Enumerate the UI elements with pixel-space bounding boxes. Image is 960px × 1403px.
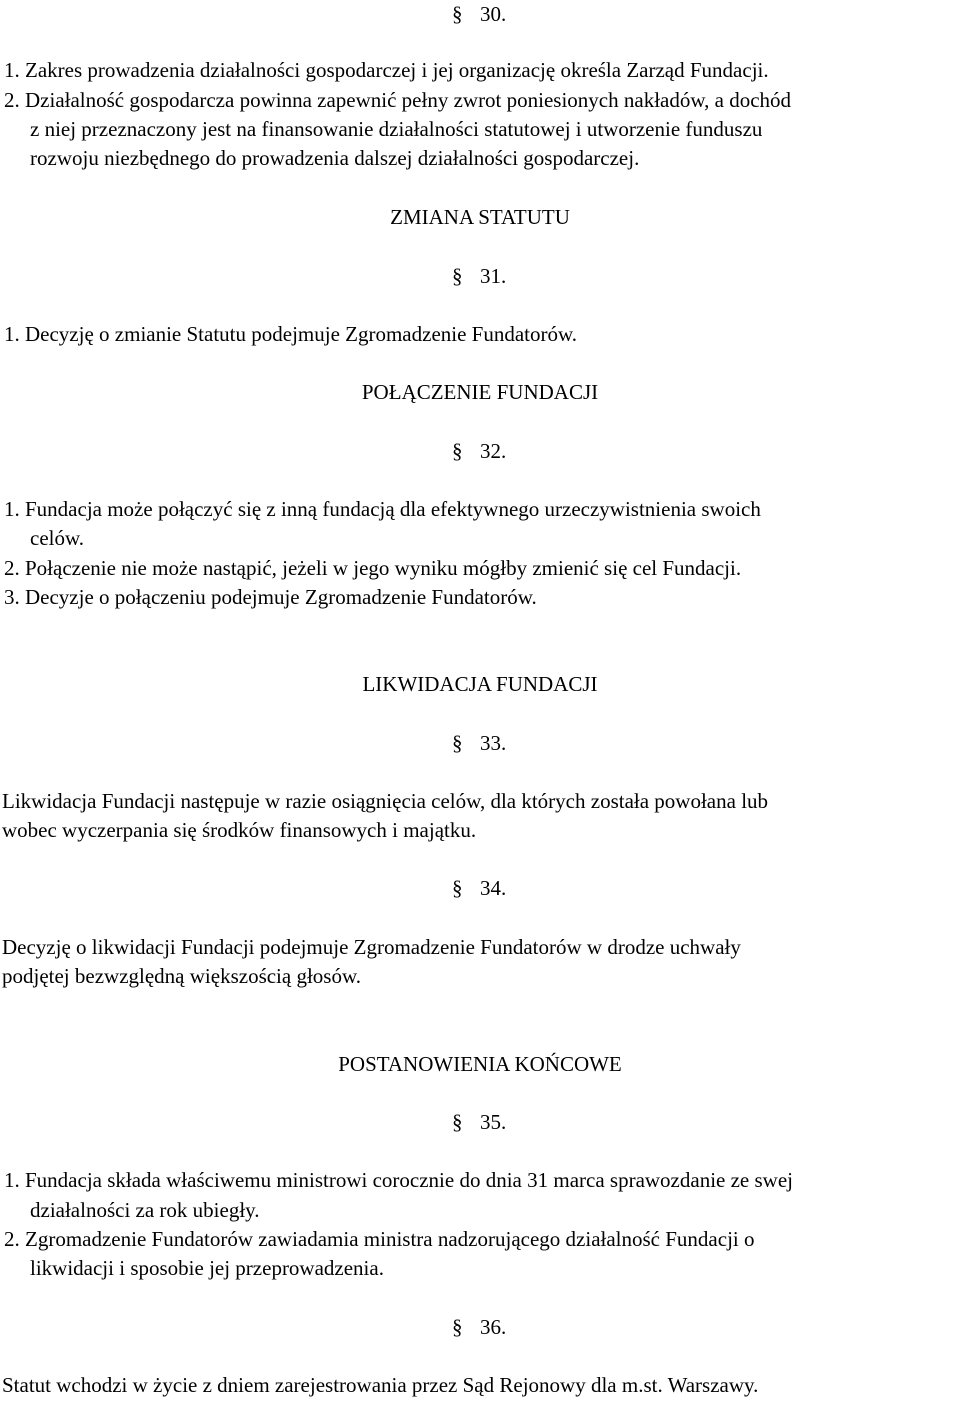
chapter-heading-polaczenie-fundacji: POŁĄCZENIE FUNDACJI (361, 380, 599, 404)
section-34-line-1: Decyzję o likwidacji Fundacji podejmuje Zgromadzenie Fundatorów w drodze uchwały (2, 935, 741, 959)
chapter-heading-postanowienia-koncowe: POSTANOWIENIA KOŃCOWE (338, 1052, 622, 1076)
section-35-item-2: 2. Zgromadzenie Fundatorów zawiadamia ministra nadzorującego działalność Fundacji o (4, 1227, 755, 1251)
section-36-line-1: Statut wchodzi w życie z dniem zarejestrowania przez Sąd Rejonowy dla m.st. Warszawy. (2, 1373, 759, 1397)
section-sign: § (452, 731, 463, 755)
section-35-item-2-cont: likwidacji i sposobie jej przeprowadzenia. (30, 1256, 384, 1280)
section-32-item-2: 2. Połączenie nie może nastąpić, jeżeli w jego wyniku mógłby zmienić się cel Fundacji. (4, 556, 742, 580)
section-number: 34. (480, 876, 507, 900)
section-35-heading (452, 1108, 506, 1137)
section-sign: § (452, 1110, 463, 1134)
section-35-item-1: 1. Fundacja składa właściwemu ministrowi corocznie do dnia 31 marca sprawozdanie ze swej (4, 1168, 793, 1192)
section-34-heading (452, 874, 506, 903)
section-32-item-3: 3. Decyzje o połączeniu podejmuje Zgromadzenie Fundatorów. (4, 585, 537, 609)
section-number: 32. (480, 439, 507, 463)
section-30-heading (452, 0, 506, 29)
section-sign: § (452, 1315, 463, 1339)
chapter-heading-zmiana-statutu: ZMIANA STATUTU (390, 205, 570, 229)
section-32-item-1-cont: celów. (30, 526, 85, 550)
section-sign: § (452, 439, 463, 463)
section-number: 30. (480, 2, 507, 26)
section-number: 36. (480, 1315, 507, 1339)
section-34-line-2: podjętej bezwzględną większością głosów. (2, 964, 362, 988)
section-number: 35. (480, 1110, 507, 1134)
section-number: 31. (480, 264, 507, 288)
section-number: 33. (480, 731, 507, 755)
section-31-heading (452, 262, 506, 291)
section-33-heading (452, 729, 506, 758)
section-sign: § (452, 264, 463, 288)
section-33-line-2: wobec wyczerpania się środków finansowych i majątku. (2, 818, 477, 842)
section-32-item-1: 1. Fundacja może połączyć się z inną fundacją dla efektywnego urzeczywistnienia swoich (4, 497, 761, 521)
section-33-line-1: Likwidacja Fundacji następuje w razie osiągnięcia celów, dla których została powołana lub (2, 789, 769, 813)
section-sign: § (452, 2, 463, 26)
chapter-heading-likwidacja-fundacji: LIKWIDACJA FUNDACJI (362, 672, 598, 696)
section-30-item-2-cont-2: rozwoju niezbędnego do prowadzenia dalszej działalności gospodarczej. (30, 146, 640, 170)
section-31-item-1: 1. Decyzję o zmianie Statutu podejmuje Zgromadzenie Fundatorów. (4, 322, 578, 346)
section-36-heading (452, 1313, 506, 1342)
section-sign: § (452, 876, 463, 900)
section-30-item-2-cont-1: z niej przeznaczony jest na finansowanie działalności statutowej i utworzenie funduszu (30, 117, 763, 141)
section-32-heading (452, 437, 506, 466)
section-30-item-1: 1. Zakres prowadzenia działalności gospodarczej i jej organizację określa Zarząd Fundacji. (4, 58, 769, 82)
section-30-item-2: 2. Działalność gospodarcza powinna zapewnić pełny zwrot poniesionych nakładów, a dochód (4, 88, 792, 112)
section-35-item-1-cont: działalności za rok ubiegły. (30, 1198, 260, 1222)
